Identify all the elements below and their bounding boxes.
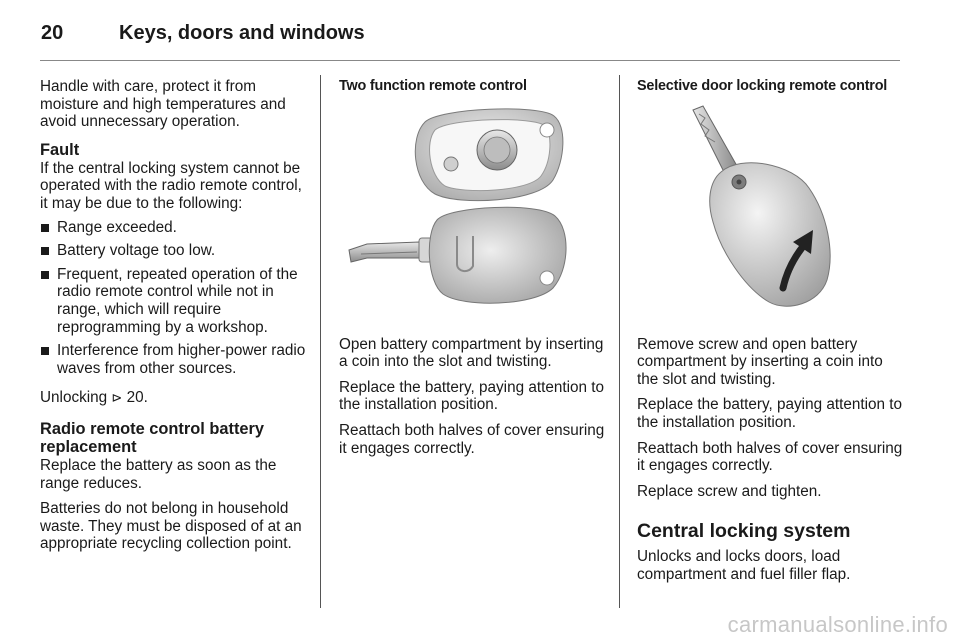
column-1 <box>40 78 308 561</box>
battery-paragraph-1: Replace the battery as soon as the range reduces. <box>40 456 277 492</box>
intro-paragraph: Handle with care, protect it from moisture and high temperatures and avoid unnecessary operation. <box>40 78 286 131</box>
battery-paragraph-2: Batteries do not belong in household waste. They must be disposed of at an appropriate recycling collection point. <box>40 500 302 553</box>
figure-caption: Two function remote control <box>339 78 527 94</box>
page-number: 20 <box>41 21 64 44</box>
column-3 <box>637 78 905 592</box>
instruction-paragraph-2: Replace the battery, paying attention to the installation position. <box>637 396 903 431</box>
watermark-text: carmanualsonline.info <box>727 612 948 637</box>
fault-paragraph: If the central locking system cannot be operated with the radio remote control, it may be due to the following: <box>40 159 302 212</box>
instruction-paragraph-4: Replace screw and tighten. <box>637 482 822 500</box>
instruction-paragraph-3: Reattach both halves of cover ensuring it engages correctly. <box>637 439 903 475</box>
instruction-paragraph-3: Reattach both halves of cover ensuring it engages correctly. <box>339 421 605 457</box>
column-divider-2 <box>619 75 620 608</box>
list-item: Interference from higher-power radio waves from other sources. <box>40 342 308 377</box>
list-item: Frequent, repeated operation of the radio remote control while not in range, which will require reprogramming by a workshop. <box>40 266 308 336</box>
unlocking-page: 20. <box>126 389 148 407</box>
page-reference-arrow-icon: ⊳ <box>111 391 123 407</box>
list-item: Battery voltage too low. <box>40 242 308 260</box>
page-title: Keys, doors and windows <box>119 21 365 44</box>
column-2 <box>339 78 607 465</box>
section-paragraph: Unlocks and locks doors, load compartment and fuel filler flap. <box>637 548 851 583</box>
selective-door-remote-illustration <box>637 102 901 318</box>
instruction-paragraph-2: Replace the battery, paying attention to the installation position. <box>339 378 605 414</box>
instruction-paragraph-1: Open battery compartment by inserting a coin into the slot and twisting. <box>339 335 604 371</box>
header-rule <box>40 60 900 61</box>
two-function-remote-illustration <box>339 102 603 318</box>
column-divider-1 <box>320 75 321 608</box>
two-function-remote-figure <box>339 102 603 318</box>
unlocking-label: Unlocking <box>40 389 108 407</box>
list-item: Range exceeded. <box>40 219 308 237</box>
instruction-paragraph-1: Remove screw and open battery compartment by inserting a coin into the slot and twisting. <box>637 335 883 388</box>
fault-heading: Fault <box>40 140 80 159</box>
battery-heading: Radio remote control battery replacement <box>40 419 265 456</box>
fault-list <box>40 219 308 378</box>
unlocking-reference[interactable] <box>40 389 308 408</box>
section-heading: Central locking system <box>637 520 851 543</box>
selective-door-remote-figure <box>637 102 901 318</box>
page-header <box>41 18 365 48</box>
figure-caption: Selective door locking remote control <box>637 78 888 94</box>
